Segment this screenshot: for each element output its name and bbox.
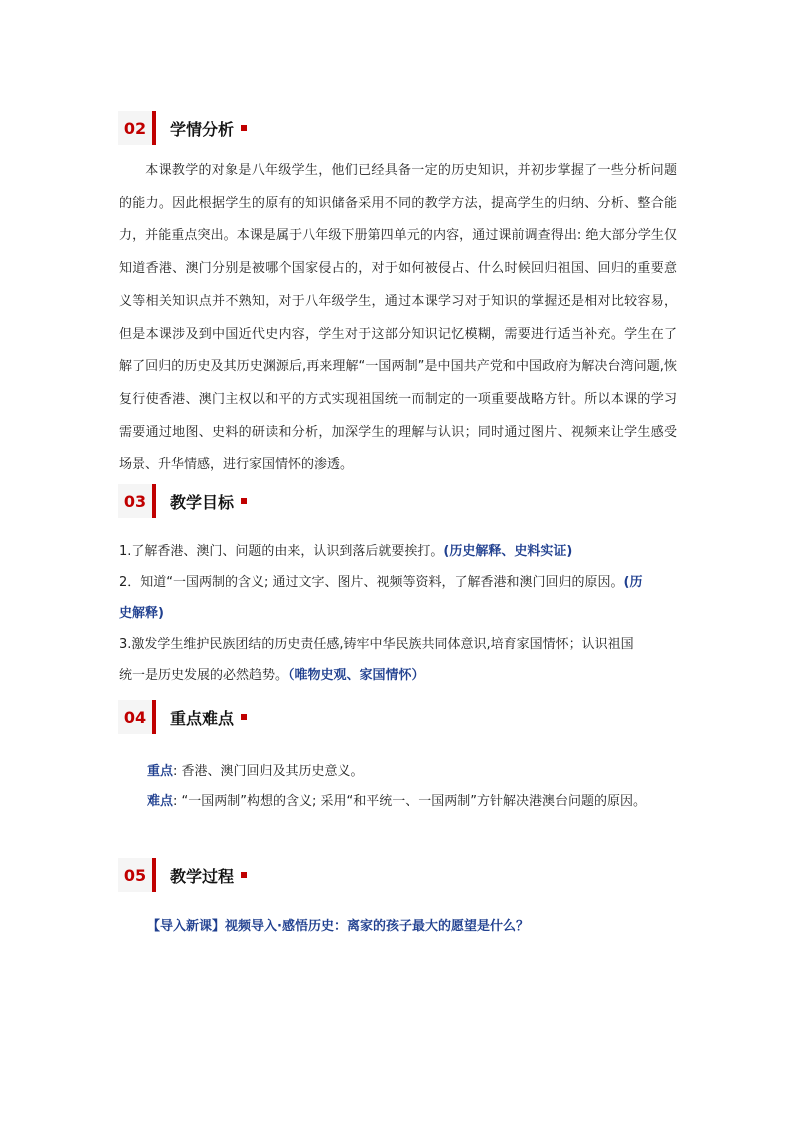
- goal-2-tag-part2: 史解释): [119, 606, 164, 621]
- goal-1-text: 1.了解香港、澳门、问题的由来，认识到落后就要挨打。: [119, 544, 444, 559]
- section-heading-process: [118, 858, 247, 892]
- square-marker-icon: [241, 125, 247, 131]
- square-marker-icon: [241, 714, 247, 720]
- goal-2-line-2: [119, 602, 164, 621]
- square-marker-icon: [241, 872, 247, 878]
- section-number: 03: [118, 484, 156, 518]
- analysis-text: 本课教学的对象是八年级学生，他们已经具备一定的历史知识，并初步掌握了一些分析问题的能力。因此根据学生的原有的知识储备采用不同的教学方法，提高学生的归纳、分析、整合能力，并能重点突出。本课是属于八年级下册第四单元的内容，通过课前调查得出: 绝大部分学生仅知道香港、澳门分别是被哪个国家侵占的，对于如何被侵占、什么时候回归祖国、回归的重要意义等相关知识点并不熟知，对于八年级学生，通过本课学习对于知识的掌握还是相对比较容易，但是本课涉及到中国近代史内容，学生对于这部分知识记忆模糊，需要进行适当补充。学生在了解了回归的历史及其历史渊源后,再来理解“一国两制”是中国共产党和中国政府为解决台湾问题,恢复行使香港、澳门主权以和平的方式实现祖国统一而制定的一项重要战略方针。所以本课的学习需要通过地图、史料的研读和分析，加深学生的理解与认识；同时通过图片、视频来让学生感受场景、升华情感，进行家国情怀的渗透。: [119, 163, 677, 473]
- goal-2-tag-part1: (历: [623, 575, 643, 590]
- goal-3-line-2: [119, 664, 425, 683]
- section-title: 教学目标: [170, 492, 235, 512]
- section-heading-analysis: [118, 111, 247, 145]
- focus-text: : 香港、澳门回归及其历史意义。: [173, 764, 364, 779]
- intro-text: 视频导入·感悟历史：离家的孩子最大的愿望是什么？: [225, 919, 529, 934]
- section-heading-key-points: [118, 700, 247, 734]
- section-title: 教学过程: [170, 866, 235, 886]
- goal-3-text-2: 统一是历史发展的必然趋势。: [119, 668, 289, 683]
- section-number: 02: [118, 111, 156, 145]
- goal-3-line-1: [119, 633, 634, 652]
- goal-2-text: 2．知道“一国两制的含义; 通过文字、图片、视频等资料，了解香港和澳门回归的原因。: [119, 575, 624, 590]
- section-title: 学情分析: [170, 119, 235, 139]
- goal-1-tag: (历史解释、史料实证): [443, 544, 573, 559]
- intro-line: [147, 915, 529, 934]
- goal-2-line-1: [119, 571, 642, 590]
- goal-1: [119, 540, 572, 559]
- intro-label: 【导入新课】: [147, 919, 226, 934]
- square-marker-icon: [241, 498, 247, 504]
- difficulty-line: [147, 790, 646, 809]
- focus-line: [147, 760, 364, 779]
- difficulty-text: : “一国两制”构想的含义; 采用“和平统一、一国两制”方针解决港澳台问题的原因。: [173, 794, 646, 809]
- section-title: 重点难点: [170, 708, 235, 728]
- section-number: 04: [118, 700, 156, 734]
- goal-3-text-1: 3.激发学生维护民族团结的历史责任感,铸牢中华民族共同体意识,培育家国情怀；认识祖国: [119, 637, 634, 652]
- goal-3-tag: （唯物史观、家国情怀）: [288, 668, 425, 683]
- difficulty-label: 难点: [147, 794, 174, 809]
- section-heading-goals: [118, 484, 247, 518]
- section-number: 05: [118, 858, 156, 892]
- focus-label: 重点: [147, 764, 174, 779]
- analysis-paragraph: [119, 155, 677, 482]
